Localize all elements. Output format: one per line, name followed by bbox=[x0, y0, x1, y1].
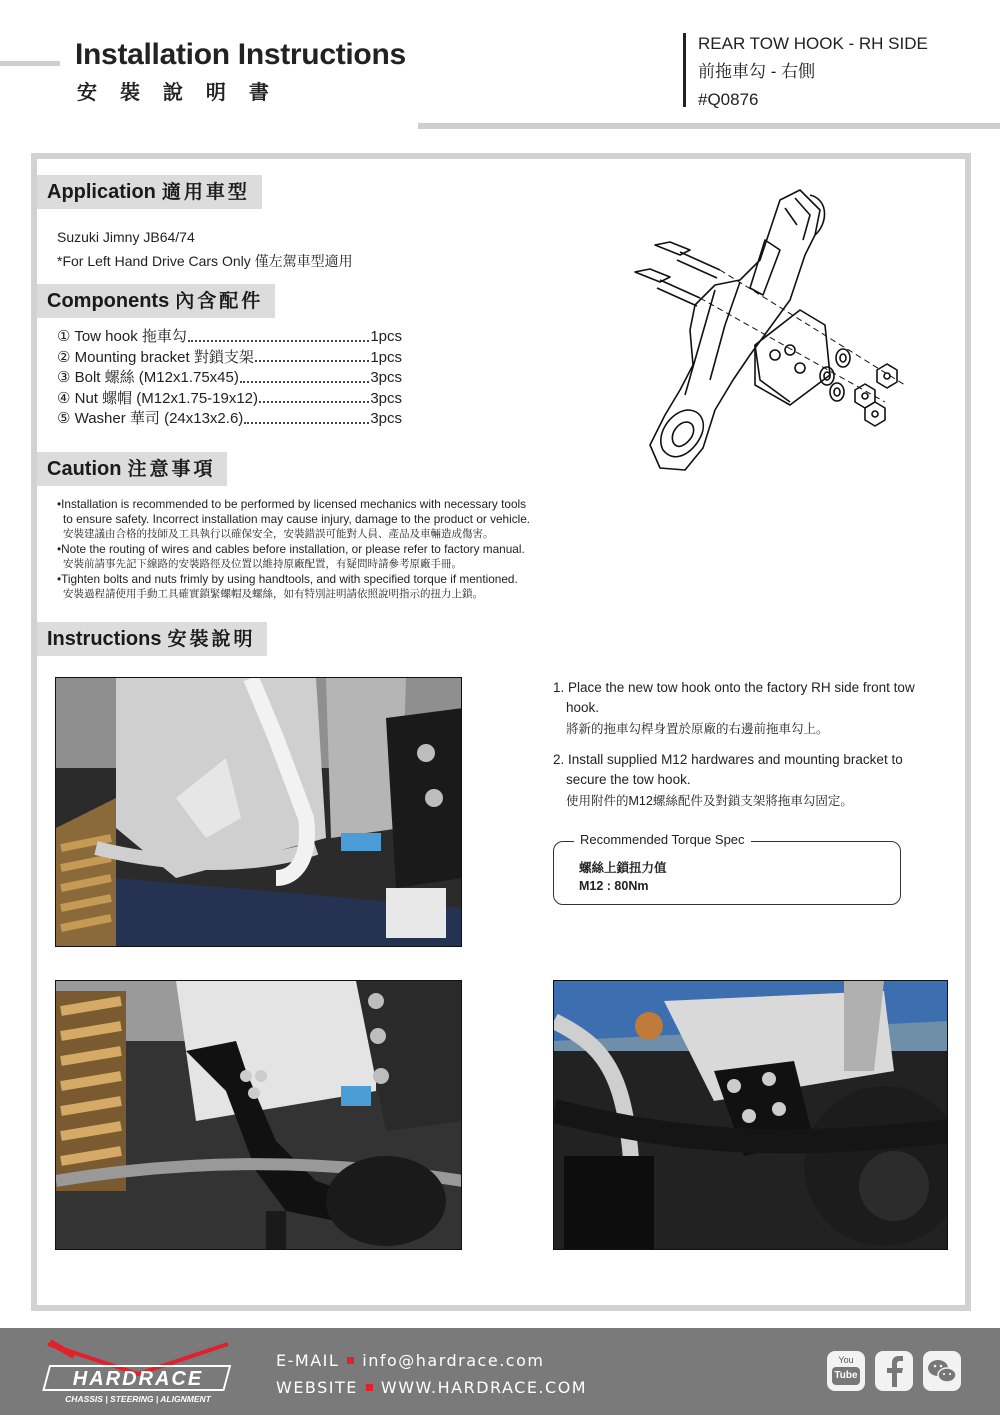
application-heading-zh: 適用車型 bbox=[161, 181, 250, 203]
hardrace-logo bbox=[38, 1336, 238, 1406]
bullet-square-icon bbox=[347, 1357, 354, 1364]
component-item: ③ Bolt 螺絲 (M12x1.75x45) 3pcs bbox=[57, 369, 402, 386]
components-heading-en: Components bbox=[47, 290, 170, 312]
caution-heading-zh: 注意事項 bbox=[127, 458, 216, 480]
footer bbox=[0, 1328, 1000, 1415]
part-number: #Q0876 bbox=[698, 90, 759, 109]
brand-tagline: CHASSIS | STEERING | ALIGNMENT bbox=[65, 1394, 211, 1404]
photo-bracket-installed bbox=[553, 980, 948, 1250]
email-link[interactable]: info@hardrace.com bbox=[362, 1351, 545, 1370]
header-rule-left bbox=[0, 61, 60, 66]
torque-spec-title: Recommended Torque Spec bbox=[574, 832, 751, 847]
caution-heading bbox=[37, 452, 227, 486]
instruction-steps bbox=[553, 678, 953, 822]
brand-name: HARDRACE bbox=[72, 1368, 204, 1390]
product-info bbox=[698, 30, 928, 114]
product-name: REAR TOW HOOK - RH SIDE bbox=[698, 34, 928, 53]
instructions-heading bbox=[37, 622, 267, 656]
website-link[interactable]: WWW.HARDRACE.COM bbox=[380, 1378, 588, 1397]
caution-item: •Tighten bolts and nuts frimly by using handtools, and with specified torque if mentioned. 安裝過程請使用手動工具確實鎖緊螺帽及螺絲，如有特別註明請依照說明指示的扭力上鎖。 bbox=[57, 572, 518, 600]
photo-factory-tow-hook bbox=[55, 677, 462, 947]
exploded-parts-diagram bbox=[615, 180, 915, 480]
footer-email bbox=[276, 1347, 587, 1374]
photo-tow-hook-placed bbox=[55, 980, 462, 1250]
footer-contact bbox=[276, 1347, 587, 1401]
components-list bbox=[57, 327, 402, 430]
instruction-step: 1. Place the new tow hook onto the factory RH side front tow hook. 將新的拖車勾桿身置於原廠的右邊前拖車勾上。 bbox=[553, 680, 915, 736]
torque-spec-label-zh: 螺絲上鎖扭力值 bbox=[579, 861, 667, 875]
component-item: ④ Nut 螺帽 (M12x1.75-19x12) 3pcs bbox=[57, 389, 402, 407]
instructions-heading-zh: 安裝說明 bbox=[167, 628, 256, 650]
caution-heading-en: Caution bbox=[47, 458, 122, 480]
caution-item: •Note the routing of wires and cables before installation, or please refer to factory manual. 安裝前請事先記下線路的安裝路徑及位置以維持原廠配置，有疑問時請參考原廠手冊。 bbox=[57, 542, 525, 570]
header-divider bbox=[683, 33, 686, 107]
component-item: ① Tow hook 拖車勾 1pcs bbox=[57, 328, 402, 345]
application-heading-en: Application bbox=[47, 181, 156, 203]
page-title: Installation Instructions bbox=[75, 38, 406, 71]
product-name-zh: 前拖車勾 - 右側 bbox=[698, 62, 816, 81]
bullet-square-icon bbox=[366, 1384, 373, 1391]
component-item: ② Mounting bracket 對鎖支架 1pcs bbox=[57, 348, 402, 366]
footer-website bbox=[276, 1374, 587, 1401]
youtube-icon[interactable]: You Tube bbox=[827, 1351, 865, 1391]
application-heading bbox=[37, 175, 262, 209]
email-label: E-MAIL bbox=[276, 1351, 340, 1370]
instruction-step: 2. Install supplied M12 hardwares and mounting bracket to secure the tow hook. 使用附件的M12螺絲配件及對鎖支架將拖車勾固定。 bbox=[553, 752, 903, 808]
header-rule-right bbox=[418, 123, 1000, 129]
torque-spec-value: M12 : 80Nm bbox=[579, 879, 649, 893]
application-note: *For Left Hand Drive Cars Only 僅左駕車型適用 bbox=[57, 253, 353, 269]
component-item: ⑤ Washer 華司 (24x13x2.6) 3pcs bbox=[57, 410, 402, 427]
website-label: WEBSITE bbox=[276, 1378, 358, 1397]
torque-spec-box bbox=[553, 832, 901, 905]
wechat-icon[interactable] bbox=[923, 1351, 961, 1391]
application-vehicle: Suzuki Jimny JB64/74 bbox=[57, 229, 195, 245]
components-heading-zh: 內含配件 bbox=[175, 290, 264, 312]
facebook-icon[interactable] bbox=[875, 1351, 913, 1391]
instructions-heading-en: Instructions bbox=[47, 628, 162, 650]
components-heading bbox=[37, 284, 275, 318]
caution-list bbox=[57, 497, 567, 602]
caution-item: •Installation is recommended to be performed by licensed mechanics with necessary tools to ensure safety. Incorrect installation may cause injury, damage to the product or vehicle. 安裝建議由合格的技師及工具執行以確保安全，安裝錯誤可能對人員、產品及車輛造成傷害。 bbox=[57, 497, 531, 540]
page-title-zh: 安 裝 說 明 書 bbox=[77, 80, 277, 104]
